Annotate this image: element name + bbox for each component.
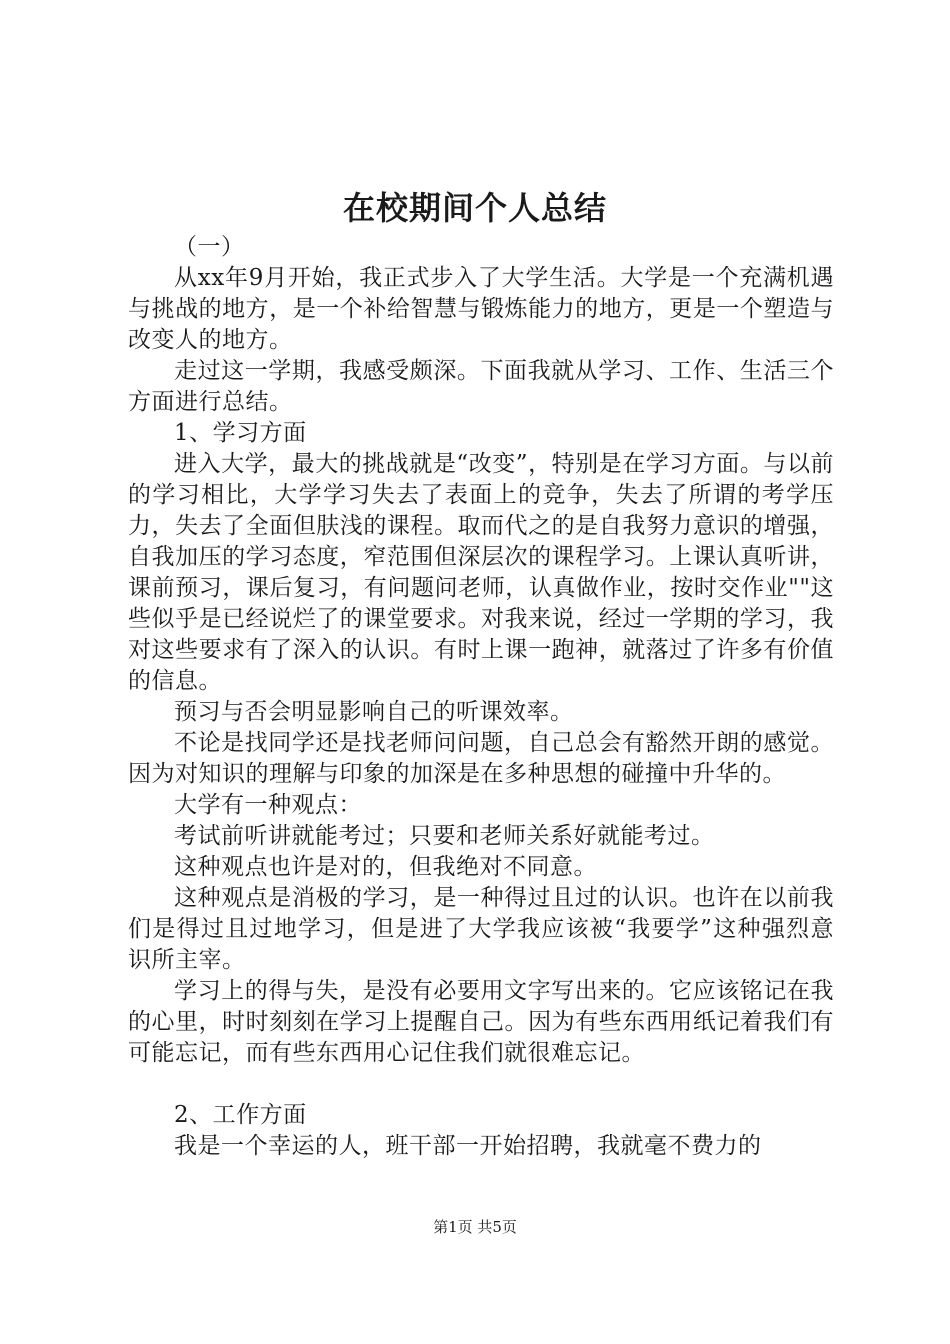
document-title: 在校期间个人总结 — [342, 189, 607, 227]
paragraph-overview: 走过这一学期，我感受颇深。下面我就从学习、工作、生活三个方面进行总结。 — [128, 358, 834, 415]
paragraph-study-change: 进入大学，最大的挑战就是“改变”，特别是在学习方面。与以前的学习相比，大学学习失去了表面上的竞争，失去了所谓的考学压力，失去了全面但肤浅的课程。取而代之的是自我努力意识的增强，自我加压的学习态度，窄范围但深层次的课程学习。上课认真听讲，课前预习，课后复习，有问题问老师，认真做作业，按时交作业""这些似乎是已经说烂了的课堂要求。对我来说，经过一学期的学习，我对这些要求有了深入的认识。有时上课一跑神，就落过了许多有价值的信息。 — [128, 451, 834, 694]
paragraph-disagree: 这种观点也许是对的，但我绝对不同意。 — [174, 854, 597, 880]
heading-study: 1、学习方面 — [174, 420, 307, 446]
paragraph-passive-learning: 这种观点是消极的学习，是一种得过且过的认识。也许在以前我们是得过且过地学习，但是进了大学我应该被“我要学”这种强烈意识所主宰。 — [128, 885, 834, 973]
page-number: 第1页 共5页 — [433, 1218, 517, 1236]
paragraph-preview: 预习与否会明显影响自己的听课效率。 — [174, 699, 574, 725]
section-marker: （一） — [174, 234, 245, 260]
paragraph-intro: 从xx年9月开始，我正式步入了大学生活。大学是一个充满机遇与挑战的地方，是一个补给智慧与锻炼能力的地方，更是一个塑造与改变人的地方。 — [128, 265, 834, 353]
heading-work: 2、工作方面 — [174, 1102, 307, 1128]
paragraph-gap — [128, 1069, 834, 1100]
paragraph-exam-view: 考试前听讲就能考过；只要和老师关系好就能考过。 — [174, 823, 715, 849]
paragraph-questions: 不论是找同学还是找老师问问题，自己总会有豁然开朗的感觉。因为对知识的理解与印象的加深是在多种思想的碰撞中升华的。 — [128, 730, 834, 787]
paragraph-work-intro: 我是一个幸运的人，班干部一开始招聘，我就毫不费力的 — [174, 1133, 762, 1159]
document-body — [128, 232, 834, 1162]
paragraph-viewpoint: 大学有一种观点： — [174, 792, 362, 818]
paragraph-gains-losses: 学习上的得与失，是没有必要用文字写出来的。它应该铭记在我的心里，时时刻刻在学习上提醒自己。因为有些东西用纸记着我们有可能忘记，而有些东西用心记住我们就很难忘记。 — [128, 978, 834, 1066]
